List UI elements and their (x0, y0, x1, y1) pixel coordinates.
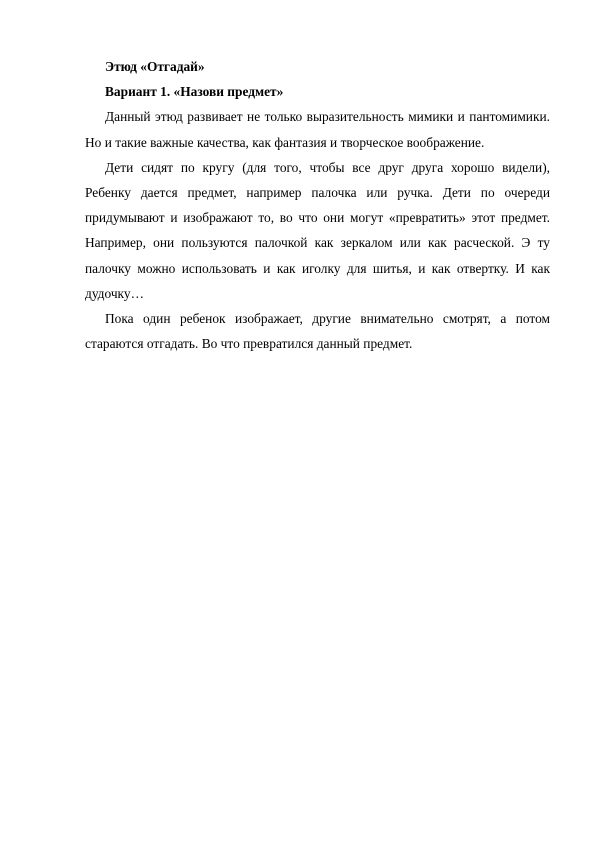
paragraph-intro: Данный этюд развивает не только выразительность мимики и пантомимики. Но и такие важные качества, как фантазия и творческое воображение. (85, 109, 550, 150)
document-subtitle: Вариант 1. «Назови предмет» (105, 84, 284, 100)
paragraph-conclusion: Пока один ребенок изображает, другие внимательно смотрят, а потом стараются отгадать. Во что превратился данный предмет. (85, 311, 550, 352)
document-body (85, 54, 550, 356)
document-title: Этюд «Отгадай» (105, 59, 205, 74)
paragraph-description: Дети сидят по кругу (для того, чтобы все друг друга хорошо видели), Ребенку дается предмет, например палочка или ручка. Дети по очереди придумывают и изображают то, во что они могут «превратить» этот предмет. Например, они пользуются палочкой как зеркалом или как расческой. Э ту палочку можно использовать и как иголку для шитья, и как отвертку. И как дудочку… (85, 159, 550, 301)
